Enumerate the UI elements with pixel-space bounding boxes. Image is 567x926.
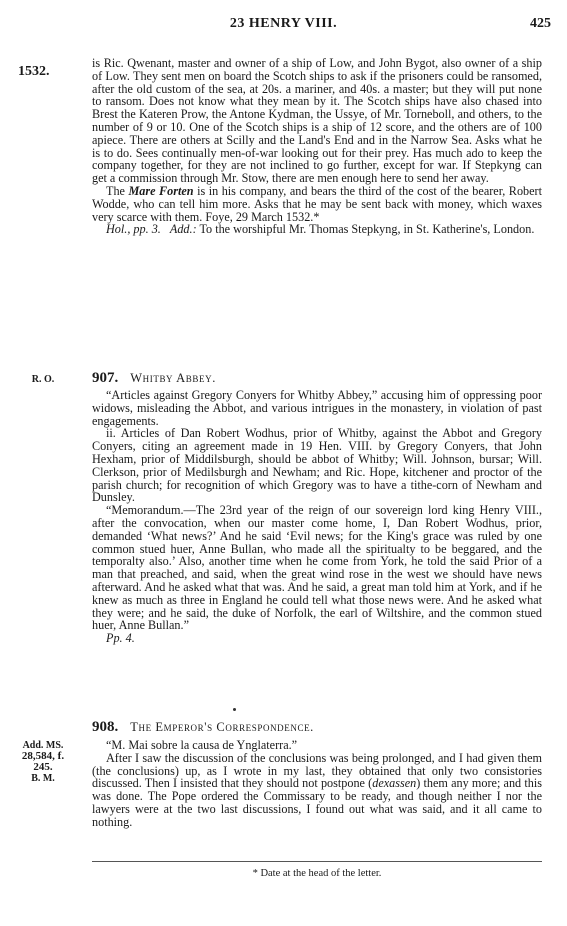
footnote-rule [92, 861, 542, 862]
entry-908-text [92, 739, 542, 829]
continuation-p2-a: The [106, 183, 129, 198]
entry-908-margin-2: 28,584, f. 245. [21, 750, 65, 773]
entry-907-p2: ii. Articles of Dan Robert Wodhus, prior of Whitby, against the Abbot and Gregory Conyers, citing an agreement made in 19 Hen. VIII. by Gregory Conyers, that John Hexham, prior of Middilsburgh, should be abbot of Whitby; Will. Johnson, bursar; Will. Clerkson, prior of Medilsburgh and Newham; and Ric. Hope, kitchener and proctor of the parish church; for recognition of which Gregory was to have a tithe-corn of Newham and Dunsley. [92, 426, 542, 505]
entry-907-heading [92, 369, 542, 387]
entry-908-heading [92, 718, 542, 736]
entry-907-margin: R. O. [31, 374, 55, 385]
footnote: * Date at the head of the letter. [252, 868, 382, 879]
page-number: 425 [530, 16, 551, 31]
entry-908-title: The Emperor's Correspondence. [130, 720, 314, 734]
entry-908-margin-1: Add. MS. [22, 740, 64, 751]
entry-908-p1 [92, 752, 542, 829]
entry-908-p1-b: ) them any more; and this was done. The Pope ordered the Commissary to be ready, and though neither I nor the lawyers were at the two last discussions, I found out what was said, and it all came to nothing. [92, 776, 542, 829]
entry-908-margin [14, 740, 72, 784]
continuation-text [92, 57, 542, 236]
entry-908-number: 908. [92, 719, 119, 735]
entry-907-number: 907. [92, 370, 119, 386]
entry-908-heading-quote: “M. Mai sobre la causa de Ynglaterra.” [106, 738, 298, 752]
continuation-p1: is Ric. Qwenant, master and owner of a ship of Low, and John Bygot, also owner of a ship of Low. They sent men on board the Scotch ships to ask if the prisoners could be ransomed, after the old custom of the sea, at 20s. a mariner, and 40s. a master; but they will put none to ransom. Does not know what they mean by it. The Scotch ships have also chased into Brest the Kateren Prow, the Antone Kydman, the Ussye, of Mr. Torneboll, and others, to the number of 9 or 10. One of the Scotch ships is a ship of 12 score, and the others are of 100 apiece. There are others at Scilly and the Land's End and in the Narrow Sea. Asks what he is to do. Sees continually men-of-war looking out for their prey. Has much ado to keep the company together, for they are not inclined to go further, except for war. If Stepkyng can get a commission through Mr. Stow, there are men enough here to send her away. [92, 56, 542, 186]
entry-908-p1-a: After I saw the discussion of the conclusions was being prolonged, and I had given them (the conclusions) up, as I wrote in my last, they obtained that only two consistories discussed. Then I insisted that they should not postpone ( [92, 750, 542, 791]
add-label: Add.: [169, 222, 197, 237]
entry-907-p3: “Memorandum.—The 23rd year of the reign of our sovereign lord king Henry VIII., after the convocation, when our master come home, I, Dan Robert Wodhus, prior, demanded ‘What news?’ And he said ‘Evil news; for the King's grace was ruled by one common stued huer, Anne Bullan, who made all the spiritualty to be beggared, and the temporalty also.’ Also, another time when he come from York, he told the said Prior of a man that preached, and said, when the great wind rose in the west we should have news afterward. And he asked what that was. And he said, a great man told him at York, and if he knew as much as three in England he could tell what those news were. And he asked what they were; and he said, the duke of Norfolk, the earl of Wiltshire, and the common stued huer, Anne Bullan.” [92, 503, 542, 633]
separator-dot [233, 708, 236, 711]
entry-907-text [92, 389, 542, 645]
ship-name: Mare Forten [128, 183, 194, 198]
hol-note: Hol., pp. 3. [106, 222, 161, 237]
address-text: To the worshipful Mr. Thomas Stepkyng, in St. Katherine's, London. [196, 222, 535, 237]
address-line [92, 223, 542, 236]
continuation-paragraph-2 [92, 185, 542, 223]
continuation-paragraph [92, 57, 542, 185]
entry-907-p1: “Articles against Gregory Conyers for Whitby Abbey,” accusing him of oppressing poor widows, misleading the Abbot, and various intrigues in the monastery, in violation of past engagements. [92, 388, 542, 428]
entry-908-margin-3: B. M. [31, 773, 55, 784]
entry-907-title: Whitby Abbey. [130, 371, 216, 385]
page-header [0, 16, 567, 36]
continuation-p2-b: is in his company, and bears the third of the cost of the bearer, Robert Wodde, who can tell him more. Asks that he may be sent back with money, which waxes very scarce with them. Foye, 29 March 1532.* [92, 183, 542, 224]
entry-907-pp: Pp. 4. [106, 631, 135, 646]
entry-908-italic-word: dexassen [372, 776, 417, 791]
year-margin-note: 1532. [18, 64, 50, 79]
running-head: 23 HENRY VIII. [229, 16, 338, 31]
